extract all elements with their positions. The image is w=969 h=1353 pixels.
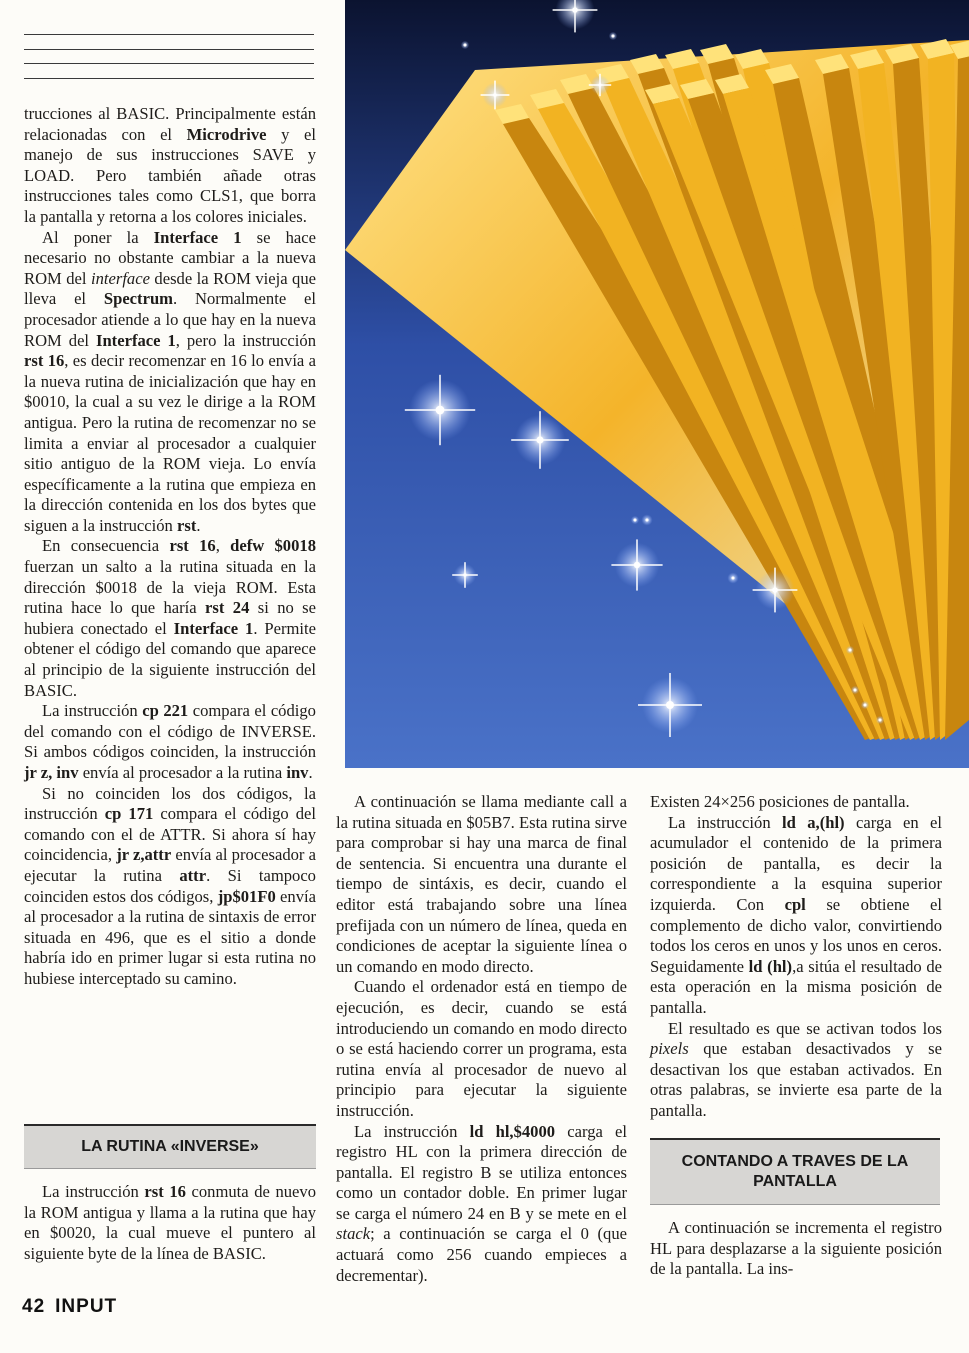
header-rule bbox=[24, 34, 314, 35]
bold-term: rst bbox=[177, 515, 197, 535]
paragraph: A continuación se llama mediante call a la rutina situada en $05B7. Esta rutina sirve para comprobar si hay una marca de final de sentencia. Si encuentra una durante el tiempo de sintáxis, es decir, cuando el editor está trabajando sobre una línea prefijada con un número de línea, queda en condiciones de aceptar la siguiente línea o un comando en modo directo. bbox=[336, 792, 627, 976]
bold-term: jr z, inv bbox=[24, 763, 79, 782]
text-column-1-bottom bbox=[24, 1182, 316, 1264]
text-column-3 bbox=[650, 792, 942, 1122]
bold-term: cp 221 bbox=[142, 701, 189, 721]
section-heading-contando: CONTANDO A TRAVES DE LA PANTALLA bbox=[650, 1138, 940, 1205]
bold-term: Interface 1 bbox=[96, 330, 176, 350]
italic-term: pixels bbox=[650, 1039, 689, 1059]
italic-term: stack bbox=[336, 1224, 371, 1244]
star-sparkle-icon bbox=[631, 516, 639, 524]
bold-term: attr bbox=[179, 865, 207, 885]
header-rule bbox=[24, 63, 314, 64]
header-rule bbox=[24, 78, 314, 79]
paragraph: A continuación se incrementa el registro HL para desplazarse a la siguiente posición de la pantalla. La ins- bbox=[650, 1218, 942, 1279]
paragraph: Si no coinciden los dos códigos, la instrucción cp 171 compara el código del comando con el de ATTR. Si ahora sí hay coincidencia, jr z,attr envía al procesador a ejecutar la rutina attr. Si tampoco coinciden estos dos códigos, jp$01F0 envía al procesador a la rutina de sintaxis de error situada en 496, que es el sitio a donde habría ido en primer lugar si esta rutina no hubiese interceptado su camino. bbox=[24, 783, 316, 988]
italic-term: interface bbox=[90, 268, 150, 288]
star-sparkle-icon bbox=[641, 514, 652, 525]
paragraph: En consecuencia rst 16, defw $0018 fuerzan un salto a la rutina situada en la dirección $0018 de la vieja ROM. Esta rutina hace lo que haría rst 24 si no se hubiera conectado el Interface 1. Permite obtener el código del comando que aparece al principio de la siguiente instrucción del BASIC. bbox=[24, 536, 317, 700]
page-number: 42 bbox=[22, 1296, 46, 1317]
bold-term: rst 16 bbox=[169, 536, 216, 556]
star-sparkle-icon bbox=[861, 701, 869, 709]
magazine-name: INPUT bbox=[55, 1296, 118, 1317]
bold-term: Microdrive bbox=[186, 124, 267, 144]
star-sparkle-icon bbox=[846, 646, 854, 654]
section-heading-inverse: LA RUTINA «INVERSE» bbox=[24, 1124, 316, 1169]
text-column-3-bottom bbox=[650, 1218, 942, 1280]
text-column-2 bbox=[336, 792, 627, 1286]
paragraph: La instrucción ld hl,$4000 carga el registro HL con la primera dirección de pantalla. El registro B se utiliza entonces como un contador doble. En primer lugar se carga el número 24 en B y se mete en el stack; a continuación se carga el 0 (que actuará como 256 cuando empieces a decrementar). bbox=[336, 1121, 627, 1285]
paragraph: La instrucción cp 221 compara el código del comando con el código de INVERSE. Si ambos códigos coinciden, la instrucción jr z, inv envía al procesador a la rutina inv. bbox=[24, 701, 316, 782]
paragraph: Existen 24×256 posiciones de pantalla. bbox=[650, 792, 910, 811]
star-sparkle-icon bbox=[851, 686, 859, 694]
bold-term: cp 171 bbox=[104, 804, 154, 824]
text-column-1 bbox=[24, 104, 316, 990]
star-sparkle-icon bbox=[727, 572, 738, 583]
bold-term: ld (hl) bbox=[748, 956, 793, 976]
paragraph: El resultado es que se activan todos los pixels que estaban desactivados y se desactivan los que estaban activados. En otras palabras, se invierte esa parte de la pantalla. bbox=[650, 1018, 942, 1120]
bold-term: defw $0018 bbox=[230, 536, 316, 556]
bold-term: jp$01F0 bbox=[217, 886, 276, 906]
paragraph: La instrucción ld a,(hl) carga en el acumulador el contenido de la primera posición de pantalla, es decir la correspondiente a la esquina superior izquierda. Con cpl se obtiene el complemento de dicho valor, convirtiendo todos los ceros en unos y los unos en ceros. Seguidamente ld (hl),a sitúa el resultado de esta operación en la misma posición de pantalla. bbox=[650, 812, 943, 1017]
bold-term: inv bbox=[286, 763, 309, 782]
bold-term: rst 16 bbox=[144, 1182, 186, 1201]
paragraph: trucciones al BASIC. Principalmente están relacionadas con el Microdrive y el manejo de sus instrucciones SAVE y LOAD. Pero también añade otras instrucciones tales como CLS1, que borra la pantalla y retorna a los colores iniciales. bbox=[24, 104, 316, 226]
star-sparkle-icon bbox=[876, 716, 884, 724]
bold-term: ld hl,$4000 bbox=[469, 1121, 556, 1141]
header-rule bbox=[24, 49, 314, 50]
bold-term: rst 16 bbox=[24, 351, 65, 371]
bold-term: Interface 1 bbox=[153, 227, 242, 247]
paragraph: La instrucción rst 16 conmuta de nuevo la ROM antigua y llama a la rutina que hay en $0020, la cual mueve el puntero al siguiente byte de la línea de BASIC. bbox=[24, 1182, 317, 1263]
star-sparkle-icon bbox=[461, 41, 469, 49]
bold-term: cpl bbox=[784, 894, 806, 914]
bold-term: rst 24 bbox=[205, 598, 250, 618]
bold-term: Interface 1 bbox=[173, 618, 254, 638]
bold-term: jr z,attr bbox=[116, 845, 172, 865]
page-footer bbox=[22, 1296, 117, 1318]
illustration-bars-and-stars bbox=[345, 0, 969, 768]
star-sparkle-icon bbox=[609, 32, 617, 40]
bold-term: ld a,(hl) bbox=[782, 812, 845, 832]
bold-term: Spectrum bbox=[103, 289, 173, 309]
paragraph: Cuando el ordenador está en tiempo de ejecución, es decir, cuando se está introduciendo un comando en modo directo o se está haciendo correr un programa, esta rutina envía al procesador de nuevo al principio para ejecutar la siguiente instrucción. bbox=[336, 977, 627, 1120]
illustration-svg bbox=[345, 0, 969, 768]
paragraph: Al poner la Interface 1 se hace necesario no obstante cambiar a la nueva ROM del interface desde la ROM vieja que lleva el Spectrum. Normalmente el procesador atiende a lo que hay en la nueva ROM del Interface 1, pero la instrucción rst 16, es decir recomenzar en 16 lo envía a la nueva rutina de inicialización que hay en $0010, la cual a su vez le dirige a la ROM antigua. Pero la rutina de recomenzar no se limita a enviar al procesador a cualquier sitio antiguo de la ROM vieja. Lo envía específicamente a la rutina que empieza en la dirección contenida en los dos bytes que siguen a la instrucción rst. bbox=[24, 227, 317, 535]
